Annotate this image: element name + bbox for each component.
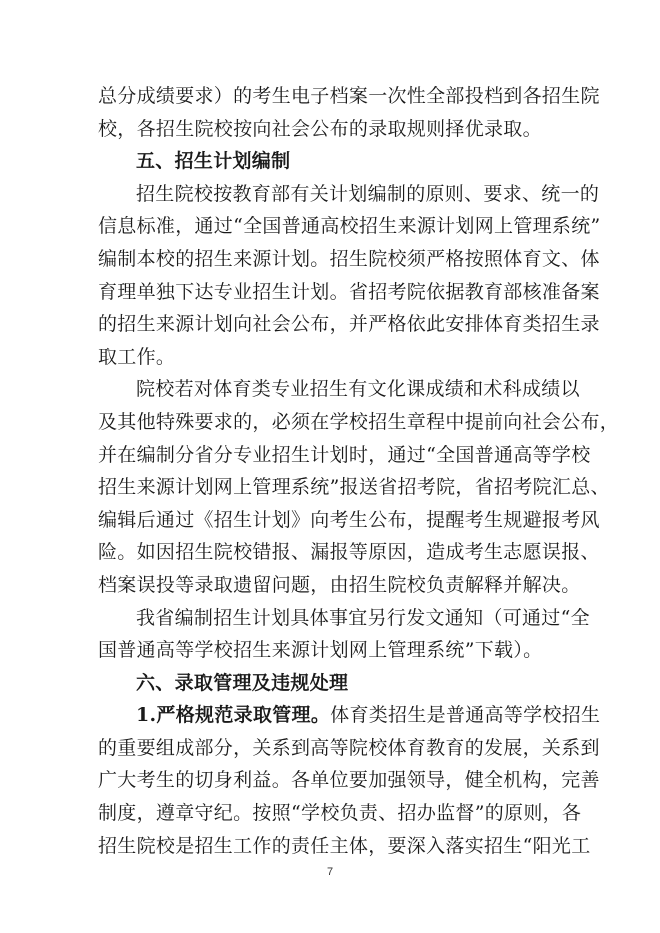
text-line: 的重要组成部分，关系到高等院校体育教育的发展，关系到 (98, 736, 600, 759)
subheading-rest: 体育类招生是普通高等学校招生 (330, 704, 601, 727)
document-body (98, 80, 620, 862)
text-line: 险。如因招生院校错报、漏报等原因，造成考生志愿误报、 (98, 541, 600, 564)
text-line: 编制本校的招生来源计划。招生院校须严格按照体育文、体 (98, 247, 600, 270)
page-number: 7 (326, 866, 334, 878)
text-line: 档案误投等录取遗留问题，由招生院校负责解释并解决。 (98, 573, 581, 596)
text-line: 国普通高等学校招生来源计划网上管理系统”下载）。 (98, 639, 543, 662)
text-line: 校，各招生院校按向社会公布的录取规则择优录取。 (98, 117, 542, 140)
section-heading-6: 六、录取管理及违规处理 (136, 671, 349, 694)
text-line: 广大考生的切身利益。各单位要加强领导，健全机构，完善 (98, 769, 600, 792)
text-line: 招生来源计划网上管理系统”报送省招考院，省招考院汇总、 (98, 476, 610, 499)
text-line: 招生院校按教育部有关计划编制的原则、要求、统一的 (136, 182, 600, 205)
text-line: 信息标准，通过“全国普通高校招生来源计划网上管理系统” (98, 215, 601, 238)
subheading-paragraph (98, 699, 601, 732)
text-line: 并在编制分省分专业招生计划时，通过“全国普通高等学校 (98, 443, 591, 466)
text-line: 总分成绩要求）的考生电子档案一次性全部投档到各招生院 (98, 85, 600, 107)
text-line: 编辑后通过《招生计划》向考生公布，提醒考生规避报考风 (98, 508, 600, 531)
text-line: 招生院校是招生工作的责任主体，要深入落实招生“阳光工 (98, 834, 591, 857)
text-line: 院校若对体育类专业招生有文化课成绩和术科成绩以 (136, 378, 580, 401)
text-line: 我省编制招生计划具体事宜另行发文通知（可通过“全 (136, 606, 590, 629)
text-line: 的招生来源计划向社会公布，并严格依此安排体育类招生录 (98, 313, 600, 336)
section-heading-5: 五、招生计划编制 (136, 150, 291, 173)
text-line: 取工作。 (98, 345, 176, 368)
text-line: 制度，遵章守纪。按照“学校负责、招办监督”的原则，各 (98, 802, 582, 825)
text-line: 育理单独下达专业招生计划。省招考院依据教育部核准备案 (98, 280, 600, 303)
subheading-bold: 1.严格规范录取管理。 (136, 704, 331, 727)
text-line: 及其他特殊要求的，必须在学校招生章程中提前向社会公布， (98, 410, 620, 433)
